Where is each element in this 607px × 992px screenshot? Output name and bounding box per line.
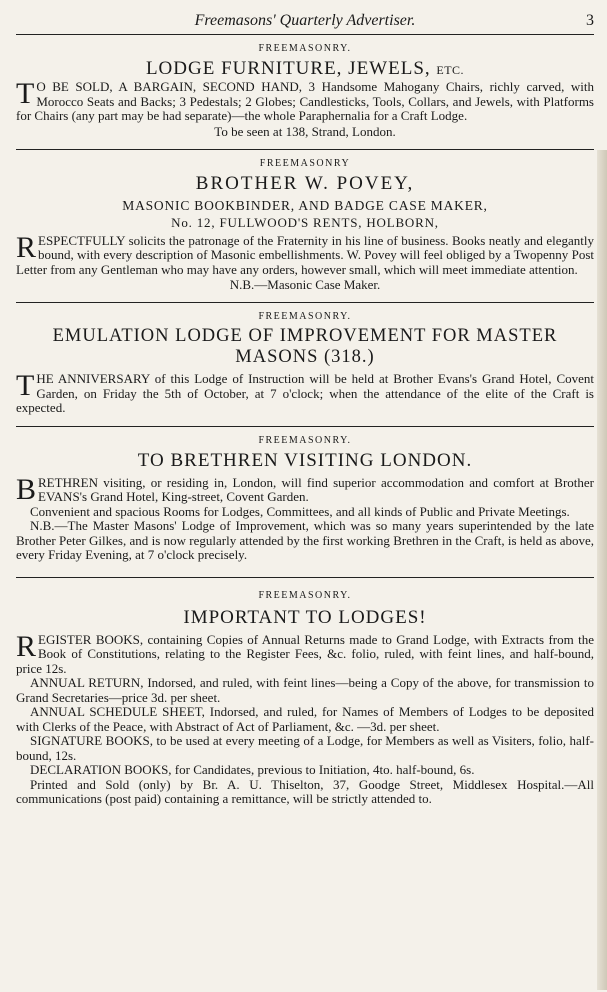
page-number: 3: [586, 12, 594, 29]
ad-heading: TO BRETHREN VISITING LONDON.: [137, 449, 473, 471]
running-header: [16, 0, 594, 34]
ad-paragraph: ANNUAL SCHEDULE SHEET, Indorsed, and ruled, for Names of Members of Lodges to be deposited with Clerks of the Peace, with Abstract of Act of Parliament, &c. —3d. per sheet.: [16, 704, 594, 734]
ad-body: [16, 369, 594, 416]
ad-heading-text: LODGE FURNITURE, JEWELS,: [145, 58, 431, 79]
ad-footer: To be seen at 138, Strand, London.: [214, 123, 396, 139]
section-divider: [16, 302, 594, 303]
newspaper-page: [16, 0, 594, 807]
ad-paragraph: Printed and Sold (only) by Br. A. U. Thiselton, 37, Goodge Street, Middlesex Hospital.—All communications (post paid) containing a remittance, will be strictly attended to.: [16, 776, 594, 806]
ad-paragraph: ANNUAL RETURN, Indorsed, and ruled, with feint lines—being a Copy of the above, for transmission to Grand Secretaries—price 3d. per sheet.: [16, 675, 594, 705]
ad-body-text: ESPECTFULLY solicits the patronage of the Fraternity in his line of business. Books neatly and elegantly bound, with every description of Masonic embellishments. W. Povey will feel obliged by a Twopenny Post Letter from any Gentleman who may have any orders, however small, which will meet immediate attention.: [16, 232, 594, 277]
drop-cap: T: [16, 369, 35, 402]
ad-paragraph: N.B.—The Master Masons' Lodge of Improvement, which was so many years superintended by the late Brother Peter Gilkes, and is now regularly attended by the first working Brethren in the Craft, is held as above, every Friday Evening, at 7 o'clock precisely.: [16, 518, 594, 562]
ad-body-text: RETHREN visiting, or residing in, London, will find superior accommodation and comfort at Brother EVANS's Grand Hotel, King-street, Covent Garden.: [38, 474, 594, 504]
section-divider: [16, 577, 594, 578]
ad-paragraph: DECLARATION BOOKS, for Candidates, previous to Initiation, 4to. half-bound, 6s.: [30, 762, 475, 777]
drop-cap: R: [16, 230, 37, 264]
publication-title: Freemasons' Quarterly Advertiser.: [194, 12, 416, 29]
ad-lodge-furniture: [16, 43, 594, 139]
ad-body: [16, 472, 594, 506]
ad-brethren-visiting: [16, 435, 594, 563]
ad-body: [16, 230, 594, 278]
ad-paragraph: SIGNATURE BOOKS, to be used at every meeting of a Lodge, for Members as well as Visiters, folio, half-bound, 12s.: [16, 733, 594, 763]
ad-heading: EMULATION LODGE OF IMPROVEMENT FOR MASTER MASONS (318.): [52, 326, 558, 367]
ad-body-text: O BE SOLD, A BARGAIN, SECOND HAND, 3 Handsome Mahogany Chairs, richly carved, with Morocco Seats and Backs; 3 Pedestals; 2 Globes; Candlesticks, Tools, Collars, and Jewels, with Platforms for Chairs (any part may be had separate)—the whole Paraphernalia for a Craft Lodge.: [16, 79, 594, 123]
ad-body-text: EGISTER BOOKS, containing Copies of Annual Returns made to Grand Lodge, with Extracts from the Book of Constitutions, relating to the Register Fees, &c. folio, ruled, with feint lines, and half-bound, price 12s.: [16, 631, 594, 676]
ad-heading: [16, 58, 594, 80]
section-divider: [16, 149, 594, 150]
ad-body: [16, 629, 594, 677]
ad-kicker: FREEMASONRY.: [258, 589, 352, 601]
ad-kicker: FREEMASONRY.: [258, 311, 352, 322]
drop-cap: T: [16, 77, 35, 110]
ad-heading-suffix: ETC.: [436, 63, 465, 77]
ad-kicker: FREEMASONRY.: [258, 434, 352, 446]
ad-brother-povey: [16, 158, 594, 293]
ad-body: [16, 77, 594, 124]
section-divider: [16, 426, 594, 427]
ad-footer: N.B.—Masonic Case Maker.: [229, 277, 381, 292]
ad-heading: BROTHER W. POVEY,: [195, 172, 415, 194]
drop-cap: R: [16, 629, 37, 663]
drop-cap: B: [16, 472, 37, 506]
header-rule: [16, 34, 594, 35]
ad-kicker: FREEMASONRY: [259, 157, 351, 169]
ad-kicker: FREEMASONRY.: [258, 43, 352, 54]
ad-paragraph: Convenient and spacious Rooms for Lodges, Committees, and all kinds of Public and Private Meetings.: [30, 503, 570, 519]
ad-subheading: MASONIC BOOKBINDER, AND BADGE CASE MAKER,: [122, 197, 488, 213]
ad-address: No. 12, FULLWOOD'S RENTS, HOLBORN,: [171, 214, 439, 230]
ad-heading: IMPORTANT TO LODGES!: [183, 606, 427, 628]
ad-important-to-lodges: [16, 590, 594, 807]
page-edge: [597, 150, 607, 990]
ad-body-text: HE ANNIVERSARY of this Lodge of Instruction will be held at Brother Evans's Grand Hotel, Covent Garden, on Friday the 5th of October, at 7 o'clock; when the attendance of the elite of the Craft is expected.: [16, 371, 594, 415]
ad-emulation-lodge: [16, 311, 594, 416]
